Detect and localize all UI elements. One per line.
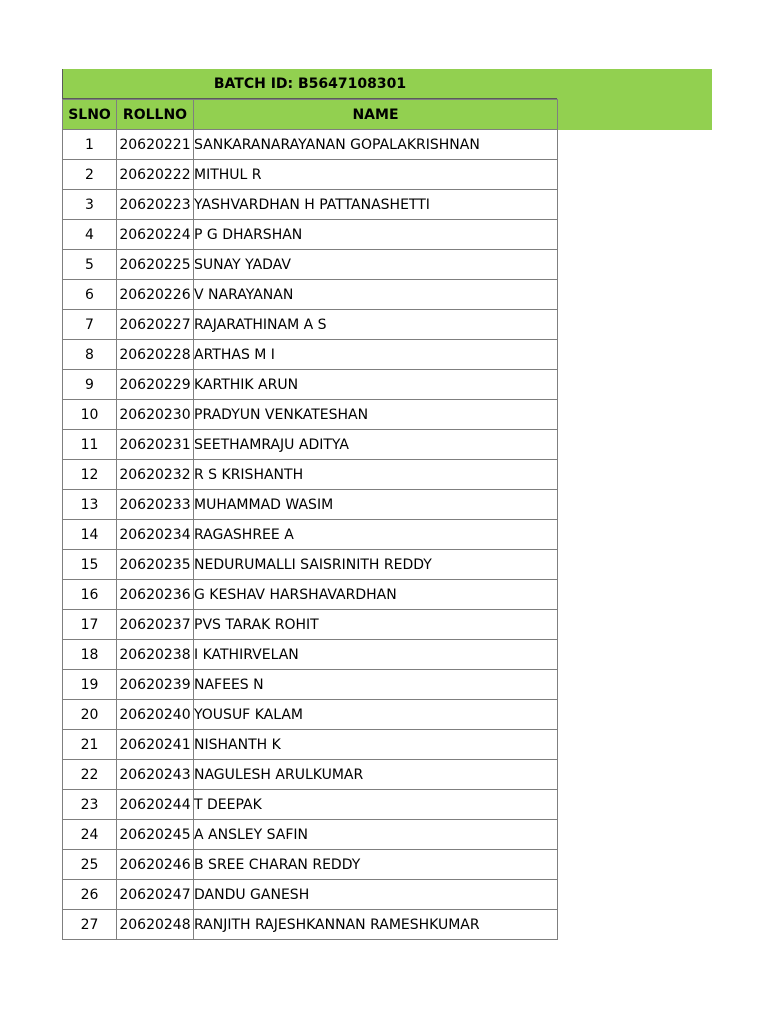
name-cell: RANJITH RAJESHKANNAN RAMESHKUMAR	[194, 910, 558, 940]
table-row	[63, 670, 558, 700]
table-row	[63, 460, 558, 490]
slno-cell: 22	[63, 760, 117, 790]
slno-cell: 6	[63, 280, 117, 310]
table-row	[63, 430, 558, 460]
rollno-cell: 20620236	[117, 580, 194, 610]
name-cell: PVS TARAK ROHIT	[194, 610, 558, 640]
rollno-cell: 20620245	[117, 820, 194, 850]
rollno-cell: 20620239	[117, 670, 194, 700]
table-row	[63, 490, 558, 520]
table-row	[63, 910, 558, 940]
rollno-cell: 20620244	[117, 790, 194, 820]
rollno-cell: 20620230	[117, 400, 194, 430]
table-row	[63, 340, 558, 370]
table-row	[63, 190, 558, 220]
table-row	[63, 220, 558, 250]
table-row	[63, 250, 558, 280]
table-row	[63, 280, 558, 310]
rollno-cell: 20620226	[117, 280, 194, 310]
rollno-cell: 20620224	[117, 220, 194, 250]
slno-cell: 4	[63, 220, 117, 250]
slno-cell: 21	[63, 730, 117, 760]
name-cell: ARTHAS M I	[194, 340, 558, 370]
slno-cell: 1	[63, 130, 117, 160]
name-cell: I KATHIRVELAN	[194, 640, 558, 670]
rollno-cell: 20620237	[117, 610, 194, 640]
name-cell: B SREE CHARAN REDDY	[194, 850, 558, 880]
slno-cell: 16	[63, 580, 117, 610]
name-cell: SEETHAMRAJU ADITYA	[194, 430, 558, 460]
slno-cell: 7	[63, 310, 117, 340]
table-row	[63, 610, 558, 640]
name-cell: YASHVARDHAN H PATTANASHETTI	[194, 190, 558, 220]
student-table	[62, 99, 558, 940]
table-row	[63, 160, 558, 190]
table-row	[63, 130, 558, 160]
slno-header: SLNO	[63, 100, 117, 130]
rollno-cell: 20620228	[117, 340, 194, 370]
batch-id-title: BATCH ID: B5647108301	[62, 69, 557, 99]
rollno-cell: 20620246	[117, 850, 194, 880]
rollno-cell: 20620247	[117, 880, 194, 910]
name-cell: NAFEES N	[194, 670, 558, 700]
slno-cell: 12	[63, 460, 117, 490]
table-row	[63, 310, 558, 340]
name-cell: R S KRISHANTH	[194, 460, 558, 490]
name-cell: SANKARANARAYANAN GOPALAKRISHNAN	[194, 130, 558, 160]
table-body	[63, 130, 558, 940]
table-row	[63, 550, 558, 580]
table-row	[63, 700, 558, 730]
slno-cell: 20	[63, 700, 117, 730]
name-cell: V NARAYANAN	[194, 280, 558, 310]
table-row	[63, 760, 558, 790]
name-cell: P G DHARSHAN	[194, 220, 558, 250]
slno-cell: 19	[63, 670, 117, 700]
name-cell: NISHANTH K	[194, 730, 558, 760]
slno-cell: 13	[63, 490, 117, 520]
slno-cell: 11	[63, 430, 117, 460]
name-cell: DANDU GANESH	[194, 880, 558, 910]
slno-cell: 17	[63, 610, 117, 640]
rollno-cell: 20620223	[117, 190, 194, 220]
name-cell: A ANSLEY SAFIN	[194, 820, 558, 850]
slno-cell: 27	[63, 910, 117, 940]
table-row	[63, 580, 558, 610]
rollno-cell: 20620232	[117, 460, 194, 490]
rollno-cell: 20620238	[117, 640, 194, 670]
slno-cell: 24	[63, 820, 117, 850]
slno-cell: 23	[63, 790, 117, 820]
table-row	[63, 880, 558, 910]
slno-cell: 9	[63, 370, 117, 400]
header-row	[63, 100, 558, 130]
rollno-cell: 20620241	[117, 730, 194, 760]
rollno-cell: 20620222	[117, 160, 194, 190]
rollno-cell: 20620234	[117, 520, 194, 550]
slno-cell: 10	[63, 400, 117, 430]
slno-cell: 25	[63, 850, 117, 880]
name-cell: NAGULESH ARULKUMAR	[194, 760, 558, 790]
slno-cell: 5	[63, 250, 117, 280]
table-row	[63, 850, 558, 880]
name-cell: G KESHAV HARSHAVARDHAN	[194, 580, 558, 610]
name-cell: PRADYUN VENKATESHAN	[194, 400, 558, 430]
slno-cell: 14	[63, 520, 117, 550]
slno-cell: 26	[63, 880, 117, 910]
slno-cell: 15	[63, 550, 117, 580]
rollno-cell: 20620225	[117, 250, 194, 280]
rollno-cell: 20620231	[117, 430, 194, 460]
name-cell: SUNAY YADAV	[194, 250, 558, 280]
rollno-cell: 20620227	[117, 310, 194, 340]
name-cell: KARTHIK ARUN	[194, 370, 558, 400]
name-cell: RAJARATHINAM A S	[194, 310, 558, 340]
rollno-cell: 20620221	[117, 130, 194, 160]
name-header: NAME	[194, 100, 558, 130]
name-cell: RAGASHREE A	[194, 520, 558, 550]
name-cell: MITHUL R	[194, 160, 558, 190]
slno-cell: 2	[63, 160, 117, 190]
slno-cell: 18	[63, 640, 117, 670]
rollno-cell: 20620233	[117, 490, 194, 520]
table-row	[63, 520, 558, 550]
table-row	[63, 820, 558, 850]
slno-cell: 3	[63, 190, 117, 220]
table-row	[63, 640, 558, 670]
name-cell: YOUSUF KALAM	[194, 700, 558, 730]
name-cell: T DEEPAK	[194, 790, 558, 820]
table-row	[63, 400, 558, 430]
table-row	[63, 730, 558, 760]
rollno-cell: 20620235	[117, 550, 194, 580]
slno-cell: 8	[63, 340, 117, 370]
table-row	[63, 790, 558, 820]
rollno-cell: 20620243	[117, 760, 194, 790]
table-row	[63, 370, 558, 400]
rollno-header: ROLLNO	[117, 100, 194, 130]
name-cell: NEDURUMALLI SAISRINITH REDDY	[194, 550, 558, 580]
rollno-cell: 20620240	[117, 700, 194, 730]
rollno-cell: 20620248	[117, 910, 194, 940]
rollno-cell: 20620229	[117, 370, 194, 400]
name-cell: MUHAMMAD WASIM	[194, 490, 558, 520]
